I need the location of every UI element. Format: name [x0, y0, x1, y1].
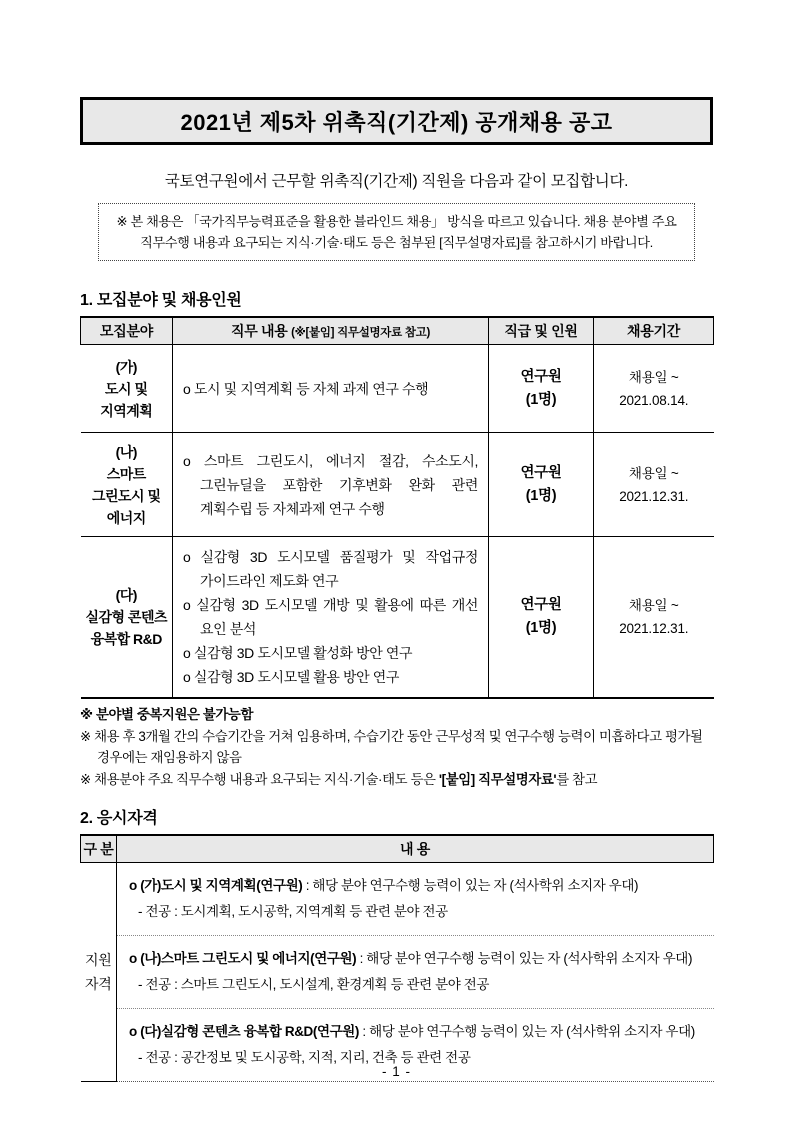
qualification-block — [117, 935, 714, 1008]
header-duty — [173, 317, 489, 345]
field-line: (가) — [115, 358, 137, 375]
field-cell — [81, 433, 173, 537]
field-cell — [81, 345, 173, 433]
intro-text: 국토연구원에서 근무할 위촉직(기간제) 직원을 다음과 같이 모집합니다. — [164, 173, 629, 190]
recruitment-table — [80, 316, 714, 699]
grade-cell — [489, 433, 594, 537]
document-content — [80, 0, 713, 1082]
qualification-title — [129, 1019, 704, 1045]
header-duty-main: 직무 내용 — [231, 323, 288, 339]
header-content: 내 용 — [117, 835, 714, 863]
grade-line: 연구원 — [520, 464, 562, 481]
header-field: 모집분야 — [81, 317, 173, 345]
period-line: 채용일 ~ — [628, 598, 679, 613]
duty-item: o 실감형 3D 도시모델 활성화 방안 연구 — [183, 645, 413, 661]
field-line: 도시 및 — [105, 380, 148, 397]
qualification-title — [129, 873, 704, 899]
field-line: 지역계획 — [100, 402, 153, 419]
field-cell — [81, 537, 173, 699]
duty-cell — [173, 433, 489, 537]
header-period: 채용기간 — [594, 317, 714, 345]
field-line: 스마트 — [106, 465, 146, 482]
period-line: 2021.08.14. — [619, 392, 689, 408]
qualification-major: - 전공 : 공간정보 및 도시공학, 지적, 지리, 건축 등 관련 전공 — [138, 1050, 471, 1065]
grade-line: 연구원 — [520, 368, 562, 385]
qualification-title-bold: o (나)스마트 그린도시 및 에너지(연구원) — [129, 951, 357, 966]
qualification-table — [80, 834, 714, 1082]
period-cell — [594, 433, 714, 537]
footnote-2: ※ 채용 후 3개월 간의 수습기간을 거쳐 임용하며, 수습기간 동안 근무성적 및 연구수행 능력이 미흡하다고 평가될 경우에는 재임용하지 않음 — [80, 728, 703, 765]
table-row — [81, 345, 714, 433]
duty-item: o 도시 및 지역계획 등 자체 과제 연구 수행 — [183, 380, 429, 397]
page-number: - 1 - — [381, 1064, 411, 1079]
qualification-title-rest: : 해당 분야 연구수행 능력이 있는 자 (석사학위 소지자 우대) — [356, 951, 693, 966]
footnote-3-post: 를 참고 — [556, 771, 598, 787]
field-line: 그린도시 및 — [91, 487, 161, 504]
field-line: 융복합 R&D — [90, 631, 162, 647]
field-line: (나) — [115, 443, 137, 460]
section2-heading: 2. 응시자격 — [80, 810, 158, 827]
qualification-label-cell — [81, 863, 117, 1082]
duty-cell — [173, 537, 489, 699]
qualification-title-rest: : 해당 분야 연구수행 능력이 있는 자 (석사학위 소지자 우대) — [302, 878, 639, 893]
footnotes — [80, 704, 713, 790]
grade-cell — [489, 345, 594, 433]
duty-item: o 실감형 3D 도시모델 개방 및 활용에 따른 개선 요인 분석 — [183, 597, 478, 637]
header-category: 구 분 — [81, 835, 117, 863]
duty-item: o 실감형 3D 도시모델 활용 방안 연구 — [183, 669, 400, 685]
field-line: 에너지 — [106, 509, 146, 526]
footnote-3-bold: '[붙임] 직무설명자료' — [438, 771, 557, 787]
label-line: 자격 — [85, 976, 112, 992]
qualification-major: - 전공 : 도시계획, 도시공학, 지역계획 등 관련 분야 전공 — [138, 904, 448, 919]
duty-item: o 스마트 그린도시, 에너지 절감, 수소도시, 그린뉴딜을 포함한 기후변화 완화 관련 계획수립 등 자체과제 연구 수행 — [183, 452, 478, 517]
qualification-title-bold: o (가)도시 및 지역계획(연구원) — [129, 878, 303, 893]
qualification-major: - 전공 : 스마트 그린도시, 도시설계, 환경계획 등 관련 분야 전공 — [138, 977, 490, 992]
grade-cell — [489, 537, 594, 699]
qualification-title-bold: o (다)실감형 콘텐츠 융복합 R&D(연구원) — [129, 1024, 360, 1039]
grade-line: (1명) — [525, 620, 557, 636]
duty-item: o 실감형 3D 도시모델 품질평가 및 작업규정 가이드라인 제도화 연구 — [183, 549, 478, 589]
period-line: 2021.12.31. — [619, 488, 689, 504]
grade-line: 연구원 — [520, 597, 562, 613]
qualification-title — [129, 946, 704, 972]
table-row — [81, 433, 714, 537]
document-title-box — [80, 97, 713, 145]
footnote-1: ※ 분야별 중복지원은 불가능함 — [80, 707, 254, 722]
period-line: 채용일 ~ — [628, 369, 679, 385]
period-line: 채용일 ~ — [628, 465, 679, 481]
notice-box — [98, 203, 695, 261]
footnote-3-pre: ※ 채용분야 주요 직무수행 내용과 요구되는 지식·기술·태도 등은 — [80, 771, 439, 787]
section1-heading: 1. 모집분야 및 채용인원 — [80, 292, 242, 309]
period-cell — [594, 345, 714, 433]
duty-cell — [173, 345, 489, 433]
qualification-table-header-row — [81, 835, 714, 863]
field-line: 실감형 콘텐츠 — [85, 609, 168, 625]
table-row — [81, 863, 714, 1082]
period-line: 2021.12.31. — [619, 621, 689, 636]
header-duty-sub: (※[붙임] 직무설명자료 참고) — [291, 327, 430, 339]
notice-text: ※ 본 채용은 「국가직무능력표준을 활용한 블라인드 채용」 방식을 따르고 있습니다. 채용 분야별 주요 직무수행 내용과 요구되는 지식·기술·태도 등은 첨부된 [직무설명자료]를 참고하시기 바랍니다. — [116, 214, 677, 250]
grade-line: (1명) — [525, 391, 557, 408]
document-title: 2021년 제5차 위촉직(기간제) 공개채용 공고 — [180, 109, 613, 135]
header-grade: 직급 및 인원 — [489, 317, 594, 345]
qualification-block — [117, 863, 714, 935]
period-cell — [594, 537, 714, 699]
qualification-content-cell — [117, 863, 714, 1082]
label-line: 지원 — [85, 952, 112, 968]
table-row — [81, 537, 714, 699]
recruitment-table-header-row — [81, 317, 714, 345]
footnote-3 — [80, 769, 713, 791]
qualification-title-rest: : 해당 분야 연구수행 능력이 있는 자 (석사학위 소지자 우대) — [359, 1024, 695, 1039]
grade-line: (1명) — [525, 487, 557, 504]
field-line: (다) — [115, 587, 137, 603]
